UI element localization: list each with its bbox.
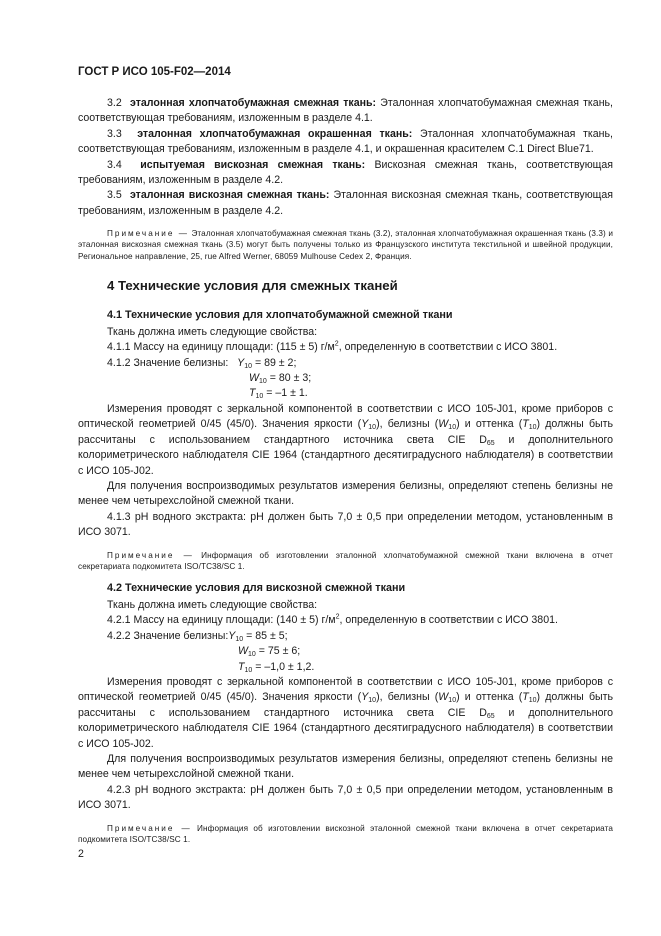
clause-term: эталонная хлопчатобумажная смежная ткань: [130,97,377,109]
properties-intro: Ткань должна иметь следующие свойства: [107,598,318,611]
subsection-4-2-heading: 4.2 Технические условия для вискозной смежной ткани [107,581,406,594]
w-symbol: W [438,691,449,704]
clause-term: эталонная хлопчатобумажная окрашенная ткань: [137,127,413,140]
measure-text: ), белизны ( [376,418,439,431]
measure-text: и дополнительного колориметрического наблюдателя CIE 1964 (стандартного десятиградусного наблюдателя) в соответствии с ИСО 105-J02. [78,706,613,750]
note-text: Информация об изготовлении вискозной эталонной смежной ткани включена в отчет секретариата подкомитета ISO/TC38/SC 1. [78,823,613,844]
whiteness-label: 4.1.2 Значение белизны: [107,356,229,369]
t-subscript: 10 [255,393,264,401]
w-subscript: 10 [448,697,457,705]
whiteness-y [78,629,613,644]
whiteness-label: 4.2.2 Значение белизны: [107,629,229,642]
reproducibility-paragraph: Для получения воспроизводимых результатов измерения белизны, определяют степень белизны не менее чем четырехслойной смежной ткани. [78,753,613,781]
t-subscript: 10 [528,697,537,705]
y-symbol: Y [237,356,245,369]
y-subscript: 10 [368,697,377,705]
mass-tail: , определенную в соответствии с ИСО 3801. [338,341,558,354]
t-symbol: T [249,387,256,400]
note-text: Эталонная хлопчатобумажная смежная ткань (3.2), эталонная хлопчатобумажная окрашенная ткань (3.3) и эталонная вискозная смежная ткань (3.5) могут быть получены только из Французского института текстильной и швейной продукции, Региональное направление, 25, rue Alfred Werner, 68059 Mulhouse Cedex 2, Франция. [78,229,614,261]
clause-3-2 [78,96,613,127]
whiteness-w [78,644,613,659]
measurement-paragraph [78,675,613,752]
w-symbol: W [438,418,449,431]
y-subscript: 10 [244,362,252,370]
whiteness-t [78,386,613,401]
clause-text: Эталонная вискозная смежная ткань, соответствующая требованиям, изложенным в разделе 4.2. [78,189,614,217]
note-4-2 [78,823,613,845]
section-4-heading: 4 Технические условия для смежных тканей [107,277,398,293]
clause-number: 3.4 [107,158,122,171]
measure-text: Измерения проводят с зеркальной компонентой в соответствии с ИСО 105-J01, кроме приборов с оптической геометрией 0/45 (45/0). Значения яркости ( [78,675,613,704]
t-symbol: T [522,418,529,431]
note-text: Информация об изготовлении эталонной хлопчатобумажной смежной ткани включена в отчет секретариата подкомитета ISO/TC38/SC 1. [78,550,613,571]
note-label: Примечание — [107,823,192,833]
clause-number: 3.2 [107,97,122,109]
y-subscript: 10 [368,424,377,432]
properties-intro: Ткань должна иметь следующие свойства: [107,325,318,338]
reproducibility-paragraph: Для получения воспроизводимых результатов измерения белизны, определяют степень белизны не менее чем четырехслойной смежной ткани. [78,479,613,508]
t-value: = –1,0 ± 1,2. [252,660,315,673]
t-subscript: 10 [528,424,537,432]
y-symbol: Y [361,691,369,704]
illuminant-subscript: 65 [486,712,495,720]
note-section-3 [78,228,613,262]
clause-term: эталонная вискозная смежная ткань: [129,189,330,202]
y-symbol: Y [361,418,369,431]
note-4-1 [78,550,613,572]
w-symbol: W [238,645,248,658]
t-subscript: 10 [244,666,253,674]
clause-number: 3.5 [107,189,122,202]
measure-text: ), белизны ( [376,691,439,704]
w-value: = 75 ± 6; [255,645,301,658]
w-symbol: W [249,372,259,385]
mass-requirement [78,340,613,355]
note-label: Примечание — [107,550,194,560]
mass-text: 4.2.1 Массу на единицу площади: (140 ± 5) г/м [107,614,336,627]
measure-text: ) и оттенка ( [456,691,523,704]
whiteness-y [78,356,613,371]
measure-text: ) должны быть рассчитаны с использованием стандартного источника света CIE D [78,418,613,446]
illuminant-subscript: 65 [486,439,495,447]
mass-tail: , определенную в соответствии с ИСО 3801. [339,614,558,627]
clause-3-5 [78,188,613,219]
w-subscript: 10 [448,424,457,432]
t-symbol: T [522,691,529,704]
note-label: Примечание — [107,229,189,239]
t-symbol: T [238,660,245,673]
mass-requirement [78,613,613,628]
clause-3-3 [78,127,613,158]
y-subscript: 10 [235,635,244,643]
measure-text: ) и оттенка ( [456,418,523,431]
document-header: ГОСТ Р ИСО 105-F02—2014 [78,66,231,78]
subsection-4-1-heading: 4.1 Технические условия для хлопчатобумажной смежной ткани [107,308,453,321]
unit-superscript: 2 [335,613,340,621]
clause-number: 3.3 [107,127,122,140]
whiteness-w [78,371,613,386]
w-value: = 80 ± 3; [266,372,312,385]
clause-text: Эталонная хлопчатобумажная ткань, соответствующая требованиям, изложенным в разделе 4.1, и окрашенная красителем C.1 Direct Blue71. [78,127,613,156]
w-subscript: 10 [248,651,256,659]
y-value: = 89 ± 2; [252,356,297,369]
measure-text: ) должны быть рассчитаны с использованием стандартного источника света CIE D [78,691,613,719]
y-value: = 85 ± 5; [243,629,288,642]
clause-text: Вискозная смежная ткань, соответствующая требованиям, изложенным в разделе 4.2. [78,158,613,187]
clause-term: испытуемая вискозная смежная ткань: [140,158,366,171]
w-subscript: 10 [259,378,267,386]
whiteness-t [78,660,613,675]
measure-text: и дополнительного колориметрического наблюдателя CIE 1964 (стандартного десятиградусного наблюдателя) в соответствии с ИСО 105-J02. [78,433,613,477]
page-number: 2 [78,848,84,860]
unit-superscript: 2 [334,340,339,348]
ph-requirement: 4.1.3 pH водного экстракта: pH должен быть 7,0 ± 0,5 при определении методом, установленным в ИСО 3071. [78,510,613,539]
measurement-paragraph [78,402,613,479]
y-symbol: Y [228,629,236,642]
clause-text: Эталонная хлопчатобумажная смежная ткань, соответствующая требованиям, изложенным в разделе 4.1. [78,97,614,125]
mass-text: 4.1.1 Массу на единицу площади: (115 ± 5) г/м [107,341,335,354]
clause-3-4 [78,158,613,189]
t-value: = –1 ± 1. [263,387,308,400]
measure-text: Измерения проводят с зеркальной компонентой в соответствии с ИСО 105-J01, кроме приборов с оптической геометрией 0/45 (45/0). Значения яркости ( [78,402,613,431]
ph-requirement: 4.2.3 pH водного экстракта: pH должен быть 7,0 ± 0,5 при определении методом, установленным в ИСО 3071. [78,783,613,812]
